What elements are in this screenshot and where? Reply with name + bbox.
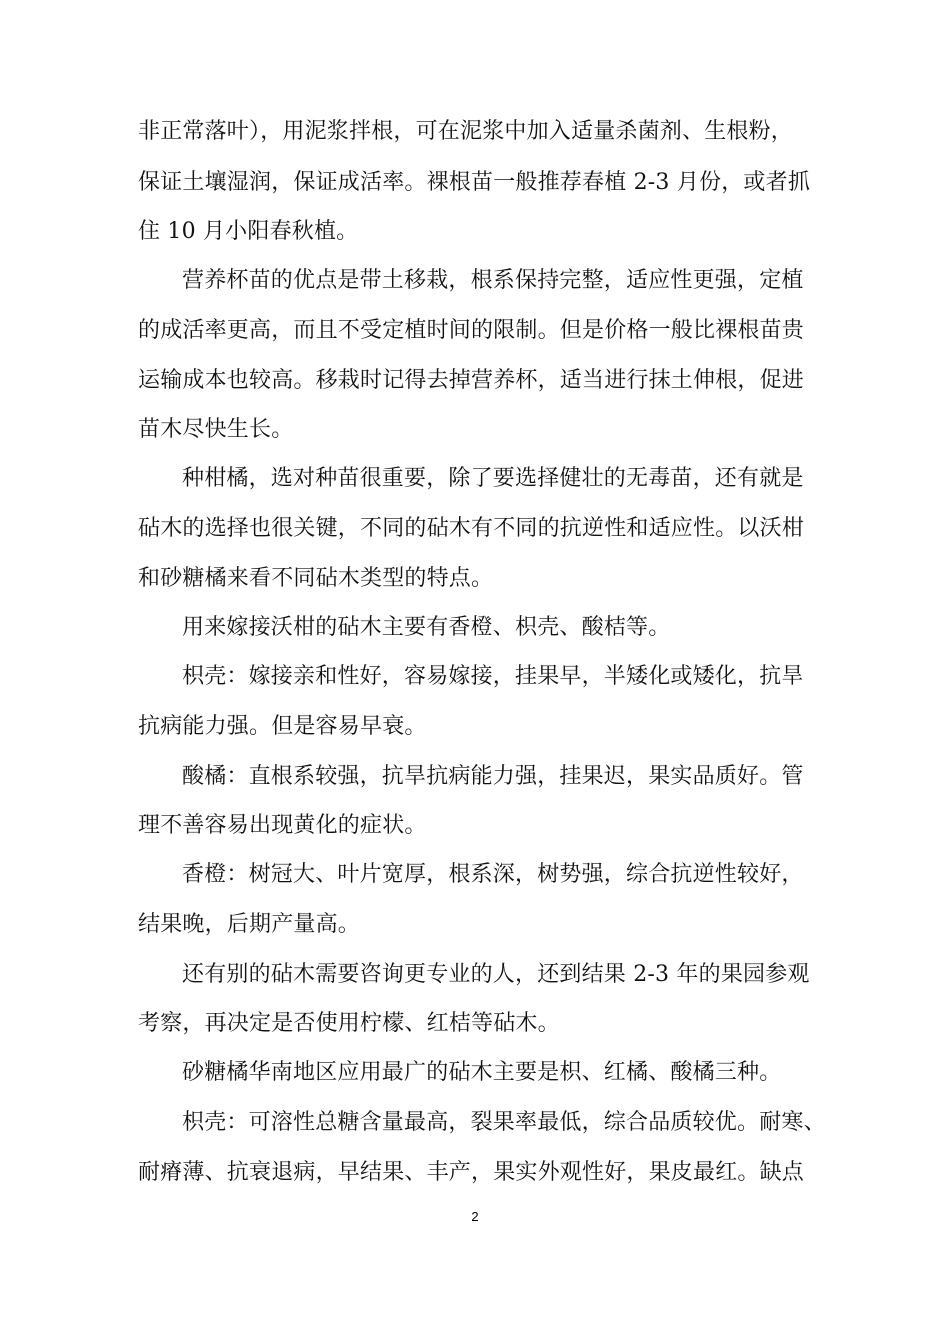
paragraph-first-line: 枳壳：嫁接亲和性好，容易嫁接，挂果早，半矮化或矮化，抗旱 <box>182 664 804 689</box>
text-line: 砧木的选择也很关键，不同的砧木有不同的抗逆性和适应性。以沃柑 <box>138 516 805 541</box>
text-line: 和砂糖橘来看不同砧木类型的特点。 <box>138 566 494 591</box>
paragraph-first-line: 枳壳：可溶性总糖含量最高，裂果率最低，综合品质较优。耐寒、 <box>182 1110 826 1135</box>
text-line: 考察，再决定是否使用柠檬、红桔等砧木。 <box>138 1011 560 1036</box>
paragraph-first-line: 营养杯苗的优点是带土移栽，根系保持完整，适应性更强，定植 <box>182 268 804 293</box>
text-line: 住 10 月小阳春秋植。 <box>138 219 359 244</box>
page-number: 2 <box>471 1209 479 1224</box>
text-line: 苗木尽快生长。 <box>138 417 294 442</box>
paragraph-first-line: 种柑橘，选对种苗很重要，除了要选择健壮的无毒苗，还有就是 <box>182 466 804 491</box>
paragraph-first-line: 砂糖橘华南地区应用最广的砧木主要是枳、红橘、酸橘三种。 <box>182 1060 782 1085</box>
text-line: 保证土壤湿润，保证成活率。裸根苗一般推荐春植 2-3 月份，或者抓 <box>138 170 811 195</box>
text-line: 抗病能力强。但是容易早衰。 <box>138 714 427 739</box>
paragraph-first-line: 酸橘：直根系较强，抗旱抗病能力强，挂果迟，果实品质好。管 <box>182 764 804 789</box>
text-line: 理不善容易出现黄化的症状。 <box>138 813 427 838</box>
paragraph-first-line: 用来嫁接沃柑的砧木主要有香橙、枳壳、酸桔等。 <box>182 615 671 640</box>
text-line: 结果晚，后期产量高。 <box>138 912 361 937</box>
text-line: 非正常落叶），用泥浆拌根，可在泥浆中加入适量杀菌剂、生根粉， <box>138 119 794 144</box>
text-line: 的成活率更高，而且不受定植时间的限制。但是价格一般比裸根苗贵 <box>138 318 805 343</box>
text-line: 耐瘠薄、抗衰退病，早结果、丰产，果实外观性好，果皮最红。缺点 <box>138 1160 805 1185</box>
text-line: 运输成本也较高。移栽时记得去掉营养杯，适当进行抹土伸根，促进 <box>138 368 805 393</box>
paragraph-first-line: 香橙：树冠大、叶片宽厚，根系深，树势强，综合抗逆性较好， <box>182 862 804 887</box>
paragraph-first-line: 还有别的砧木需要咨询更专业的人，还到结果 2-3 年的果园参观 <box>182 962 810 987</box>
